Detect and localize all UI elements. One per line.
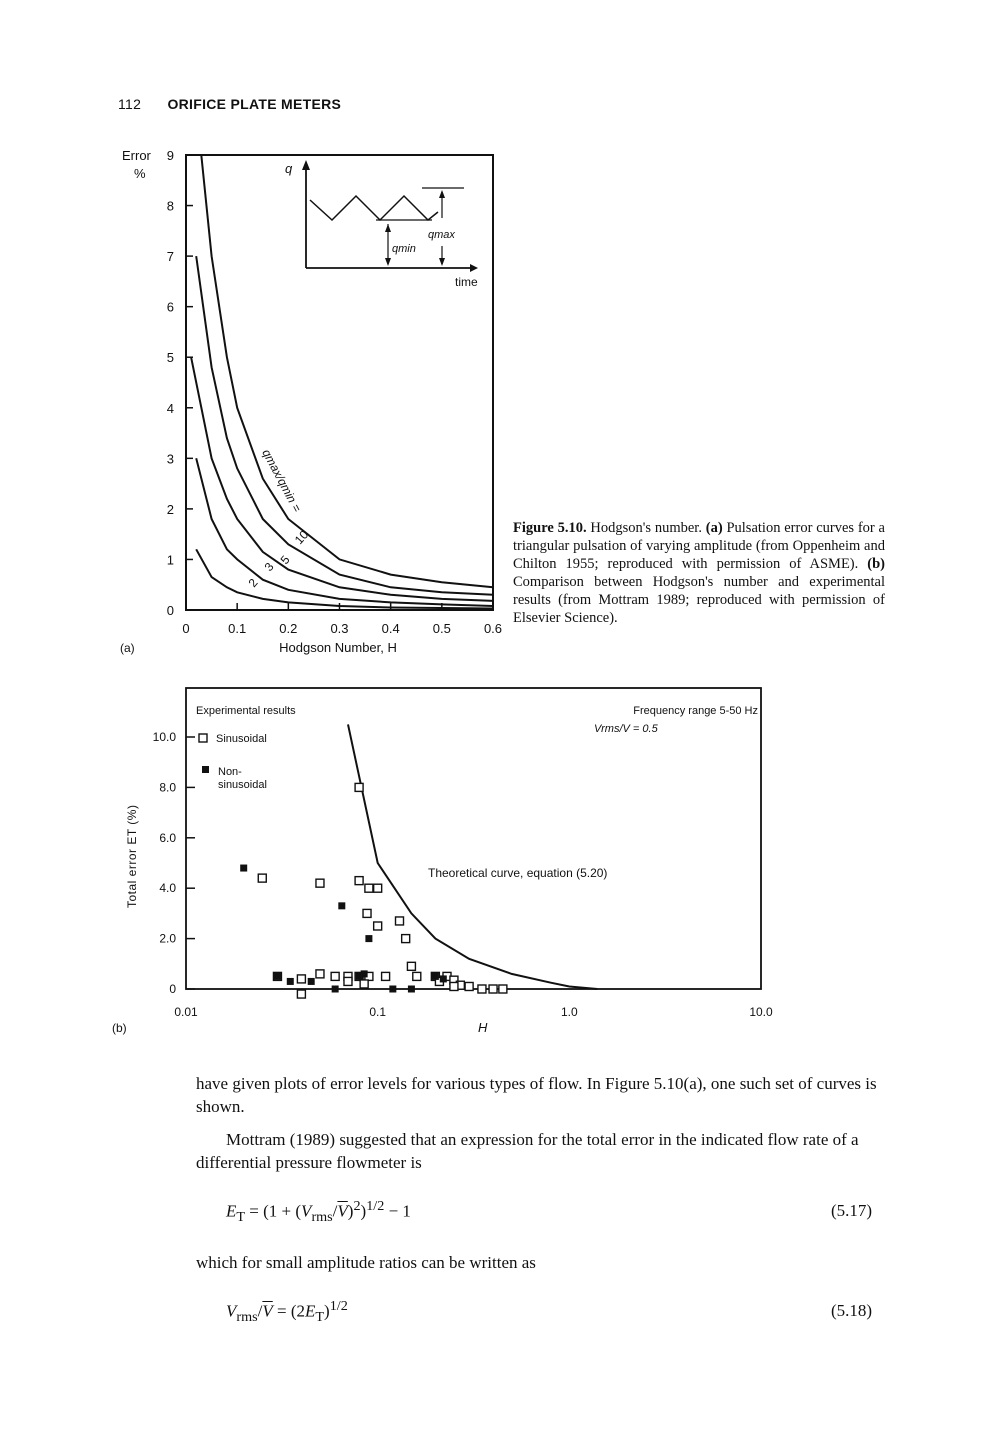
- sinusoidal-point: [297, 990, 305, 998]
- panel-label-a: (a): [120, 641, 135, 655]
- caption-part-a: Pulsation error curves for a triangular pulsation of varying amplitude (from Oppenheim and Chilton 1955; reproduced with permission of ASME).: [513, 520, 885, 572]
- sinusoidal-point: [413, 972, 421, 980]
- caption-a-mark: (a): [705, 520, 723, 536]
- y-tick-label: 4: [166, 400, 174, 416]
- non-sinusoidal-point: [287, 978, 294, 985]
- y-tick-label: 2.0: [159, 931, 176, 946]
- y-tick-marks: [186, 155, 193, 610]
- page-number: 112: [118, 96, 142, 112]
- sinusoidal-point: [407, 962, 415, 970]
- y-tick-label: 7: [166, 249, 174, 265]
- theory-curve-label: Theoretical curve, equation (5.20): [428, 866, 608, 880]
- inset-time-arrow: [470, 264, 478, 272]
- error-curve-10: [201, 155, 493, 587]
- y-tick-label: 5: [166, 350, 174, 366]
- y-label-unit: %: [134, 166, 146, 181]
- sinusoidal-point: [478, 985, 486, 993]
- non-sinusoidal-point: [240, 865, 247, 872]
- x-axis-label-b: H: [478, 1020, 488, 1035]
- sinusoidal-point: [374, 884, 382, 892]
- sinusoidal-point: [382, 972, 390, 980]
- frequency-range-label: Frequency range 5-50 Hz: [633, 705, 758, 717]
- sinusoidal-point: [374, 922, 382, 930]
- paragraph-2: Mottram (1989) suggested that an expression for the total error in the indicated flow rate of a differential pressure flowmeter is: [196, 1130, 859, 1172]
- caption-intro: Hodgson's number.: [590, 520, 702, 536]
- legend-sinusoidal-label: Sinusoidal: [216, 733, 267, 745]
- figure-b: [110, 680, 780, 1050]
- figure-caption: [513, 519, 885, 627]
- x-tick-label: 0.2: [279, 621, 298, 636]
- curve-labels: [246, 527, 312, 589]
- sinusoidal-point: [465, 982, 473, 990]
- inset-min-arrow-head-lower: [385, 258, 391, 266]
- y-tick-label: 8: [166, 198, 174, 214]
- theory-line: [348, 724, 597, 989]
- y-tick-label: 6.0: [159, 830, 176, 845]
- non-sinusoidal-point: [432, 973, 439, 980]
- inset-max-arrow-head-lower: [439, 258, 445, 266]
- error-curve-3: [191, 357, 493, 601]
- sinusoidal-point: [360, 980, 368, 988]
- x-tick-label: 0: [182, 621, 190, 636]
- caption-part-b: Comparison between Hodgson's number and experimental results (from Mottram 1989; reproduced with permission of Elsevier Science).: [513, 574, 885, 626]
- sinusoidal-point: [363, 909, 371, 917]
- legend-non-sinusoidal-label-1: Non-: [218, 766, 242, 778]
- inset-qmax-label: qmax: [428, 229, 455, 241]
- figure-a: [110, 140, 510, 670]
- y-tick-label: 9: [166, 148, 174, 163]
- x-tick-label: 1.0: [560, 1005, 578, 1019]
- legend-title: Experimental results: [196, 705, 296, 717]
- curve-label: 10: [291, 527, 312, 548]
- theoretical-curve: [348, 724, 597, 989]
- inset-q-arrow: [302, 160, 310, 170]
- y-tick-labels: [167, 148, 174, 618]
- x-tick-labels-b: [174, 1005, 773, 1019]
- y-tick-label: 3: [166, 451, 174, 467]
- caption-b-mark: (b): [867, 556, 885, 572]
- running-head: [118, 96, 341, 112]
- x-tick-label: 10.0: [749, 1005, 773, 1019]
- non-sinusoidal-point: [440, 975, 447, 982]
- y-tick-marks-b: [186, 737, 195, 989]
- non-sinusoidal-point: [338, 902, 345, 909]
- x-tick-label: 0.3: [330, 621, 349, 636]
- curve-label: 3: [261, 559, 277, 574]
- y-tick-label: 0: [166, 603, 174, 618]
- sinusoidal-point: [344, 977, 352, 985]
- inset-triangular-pulsation: [285, 160, 478, 289]
- sinusoidal-point: [365, 884, 373, 892]
- non-sinusoidal-point: [389, 986, 396, 993]
- sinusoidal-point: [355, 783, 363, 791]
- sinusoidal-point: [316, 970, 324, 978]
- sinusoidal-point: [402, 935, 410, 943]
- sinusoidal-point: [316, 879, 324, 887]
- non-sinusoidal-point: [274, 973, 281, 980]
- plot-frame-b: [186, 688, 761, 989]
- sinusoidal-point: [396, 917, 404, 925]
- curve-ratio-label: qmax/qmin =: [259, 446, 305, 515]
- sinusoidal-point: [297, 975, 305, 983]
- inset-min-arrow-head: [385, 224, 391, 232]
- non-sinusoidal-point: [365, 935, 372, 942]
- curve-label: 2: [245, 575, 261, 590]
- x-tick-label: 0.5: [432, 621, 451, 636]
- legend-non-sinusoidal-label-2: sinusoidal: [218, 779, 267, 791]
- inset-max-arrow-head: [439, 190, 445, 198]
- y-tick-labels-b: [153, 730, 177, 996]
- panel-label-b: (b): [112, 1021, 127, 1035]
- legend-non-sinusoidal-marker: [202, 766, 209, 773]
- inset-q-label: q: [285, 161, 293, 176]
- legend-sinusoidal-marker: [199, 734, 207, 742]
- y-tick-label: 1: [166, 552, 174, 568]
- inset-time-label: time: [455, 275, 478, 289]
- sinusoidal-point: [489, 985, 497, 993]
- sinusoidal-point: [450, 982, 458, 990]
- equation-5-17: $E_T = (1 + (V_{rms}/\overline{V})^2)^{1/2} - 1$: [226, 1198, 411, 1226]
- y-tick-label: 4.0: [159, 881, 176, 896]
- x-tick-label: 0.6: [483, 621, 503, 636]
- error-curve-5: [196, 256, 493, 595]
- non-sinusoidal-point: [361, 970, 368, 977]
- sinusoidal-point: [499, 985, 507, 993]
- y-tick-label: 6: [166, 299, 174, 315]
- y-tick-label: 2: [166, 501, 174, 517]
- equation-5-18: $V_{rms}/\overline{V} = (2E_T)^{1/2}$: [226, 1298, 348, 1326]
- sinusoidal-point: [355, 877, 363, 885]
- inset-qmin-label: qmin: [392, 243, 416, 255]
- paragraph-3: which for small amplitude ratios can be written as: [196, 1253, 536, 1272]
- vrms-ratio-label: Vrms/V = 0.5: [594, 723, 658, 735]
- inset-waveform: [310, 196, 438, 220]
- caption-figure-label: Figure 5.10.: [513, 520, 587, 536]
- non-sinusoidal-point: [408, 986, 415, 993]
- y-label-error: Error: [122, 148, 151, 163]
- chapter-title: ORIFICE PLATE METERS: [167, 96, 342, 112]
- x-tick-label: 0.1: [369, 1005, 387, 1019]
- paragraph-1: have given plots of error levels for various types of flow. In Figure 5.10(a), one such set of curves is shown.: [196, 1074, 877, 1116]
- sinusoidal-point: [258, 874, 266, 882]
- equation-number-2: (5.18): [831, 1301, 873, 1320]
- x-tick-label: 0.4: [381, 621, 400, 636]
- y-tick-label: 10.0: [152, 730, 176, 744]
- x-tick-labels: [182, 621, 502, 636]
- non-sinusoidal-point: [308, 978, 315, 985]
- y-axis-label-b: Total error ET (%): [125, 804, 139, 908]
- error-curves: [191, 155, 493, 609]
- non-sinusoidal-point: [332, 986, 339, 993]
- x-tick-label: 0.1: [228, 621, 247, 636]
- y-tick-label: 0: [169, 982, 176, 996]
- experimental-points: [240, 783, 507, 998]
- curve-label: 5: [277, 552, 293, 567]
- equation-number-1: (5.17): [831, 1201, 873, 1220]
- x-axis-label-a: Hodgson Number, H: [279, 640, 397, 655]
- x-tick-label: 0.01: [174, 1005, 198, 1019]
- y-tick-label: 8.0: [159, 780, 176, 795]
- sinusoidal-point: [331, 972, 339, 980]
